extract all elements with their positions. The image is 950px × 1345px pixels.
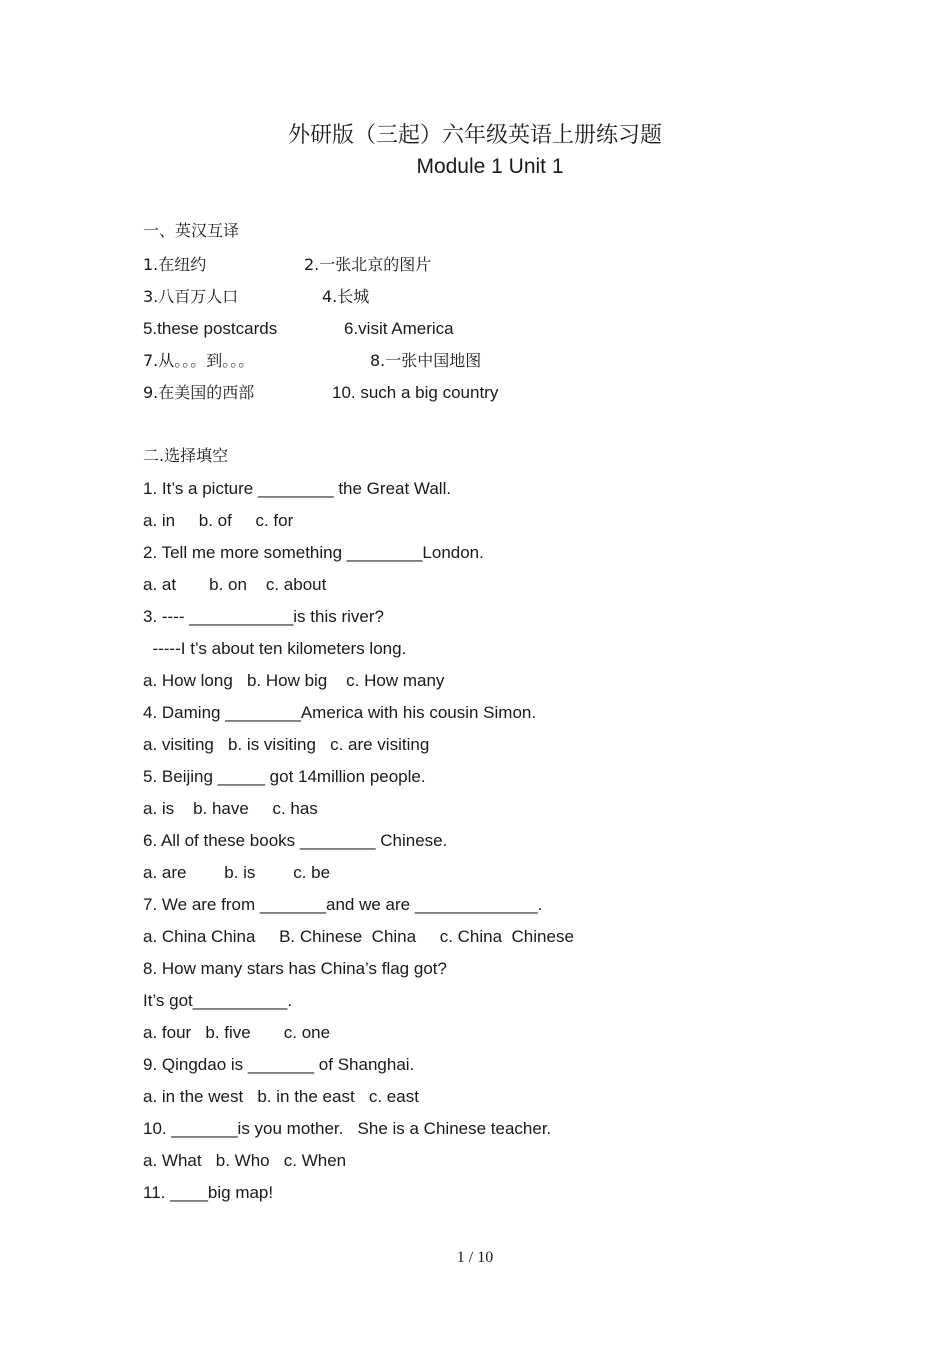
translation-item-3: 3.八百万人口: [143, 287, 239, 306]
options-line: a. at b. on c. about: [143, 575, 327, 594]
page-subtitle: Module 1 Unit 1: [416, 155, 564, 178]
question-line: 8. How many stars has China’s flag got?: [143, 959, 447, 978]
options-line: a. How long b. How big c. How many: [143, 671, 445, 690]
translation-item-10: 10. such a big country: [332, 383, 499, 402]
options-line: a. four b. five c. one: [143, 1023, 331, 1042]
answer-line: It’s got__________.: [143, 991, 293, 1010]
options-line: a. visiting b. is visiting c. are visiting: [143, 735, 430, 754]
section1-heading: 一、英汉互译: [143, 221, 240, 240]
question-line: 1. It’s a picture ________ the Great Wall.: [143, 479, 452, 498]
translation-item-1: 1.在纽约: [143, 255, 207, 274]
question-line: 7. We are from _______and we are _____________.: [143, 895, 543, 914]
translation-item-5: 5.these postcards: [143, 319, 278, 338]
question-line: 4. Daming ________America with his cousin Simon.: [143, 703, 537, 722]
page-title: 外研版（三起）六年级英语上册练习题: [287, 123, 662, 148]
options-line: a. are b. is c. be: [143, 863, 331, 882]
question-line: 5. Beijing _____ got 14million people.: [143, 767, 426, 786]
question-line: 2. Tell me more something ________London.: [143, 543, 484, 562]
options-line: a. What b. Who c. When: [143, 1151, 347, 1170]
section2-heading: 二.选择填空: [143, 446, 229, 465]
options-line: a. China China B. Chinese China c. China Chinese: [143, 927, 574, 946]
question-line: 10. _______is you mother. She is a Chinese teacher.: [143, 1119, 552, 1138]
translation-item-9: 9.在美国的西部: [143, 383, 255, 402]
page-number: 1 / 10: [456, 1249, 494, 1266]
translation-item-7: 7.从。。。到。。。: [143, 351, 255, 370]
question-line: 11. ____big map!: [143, 1183, 274, 1202]
options-line: a. is b. have c. has: [143, 799, 318, 818]
options-line: a. in b. of c. for: [143, 511, 294, 530]
answer-line: -----I t’s about ten kilometers long.: [143, 639, 407, 658]
options-line: a. in the west b. in the east c. east: [143, 1087, 419, 1106]
question-line: 9. Qingdao is _______ of Shanghai.: [143, 1055, 415, 1074]
translation-item-8: 8.一张中国地图: [370, 351, 482, 370]
question-line: 3. ---- ___________is this river?: [143, 607, 384, 626]
question-line: 6. All of these books ________ Chinese.: [143, 831, 448, 850]
translation-item-2: 2.一张北京的图片: [304, 255, 432, 274]
translation-item-6: 6.visit America: [344, 319, 454, 338]
translation-item-4: 4.长城: [322, 287, 370, 306]
